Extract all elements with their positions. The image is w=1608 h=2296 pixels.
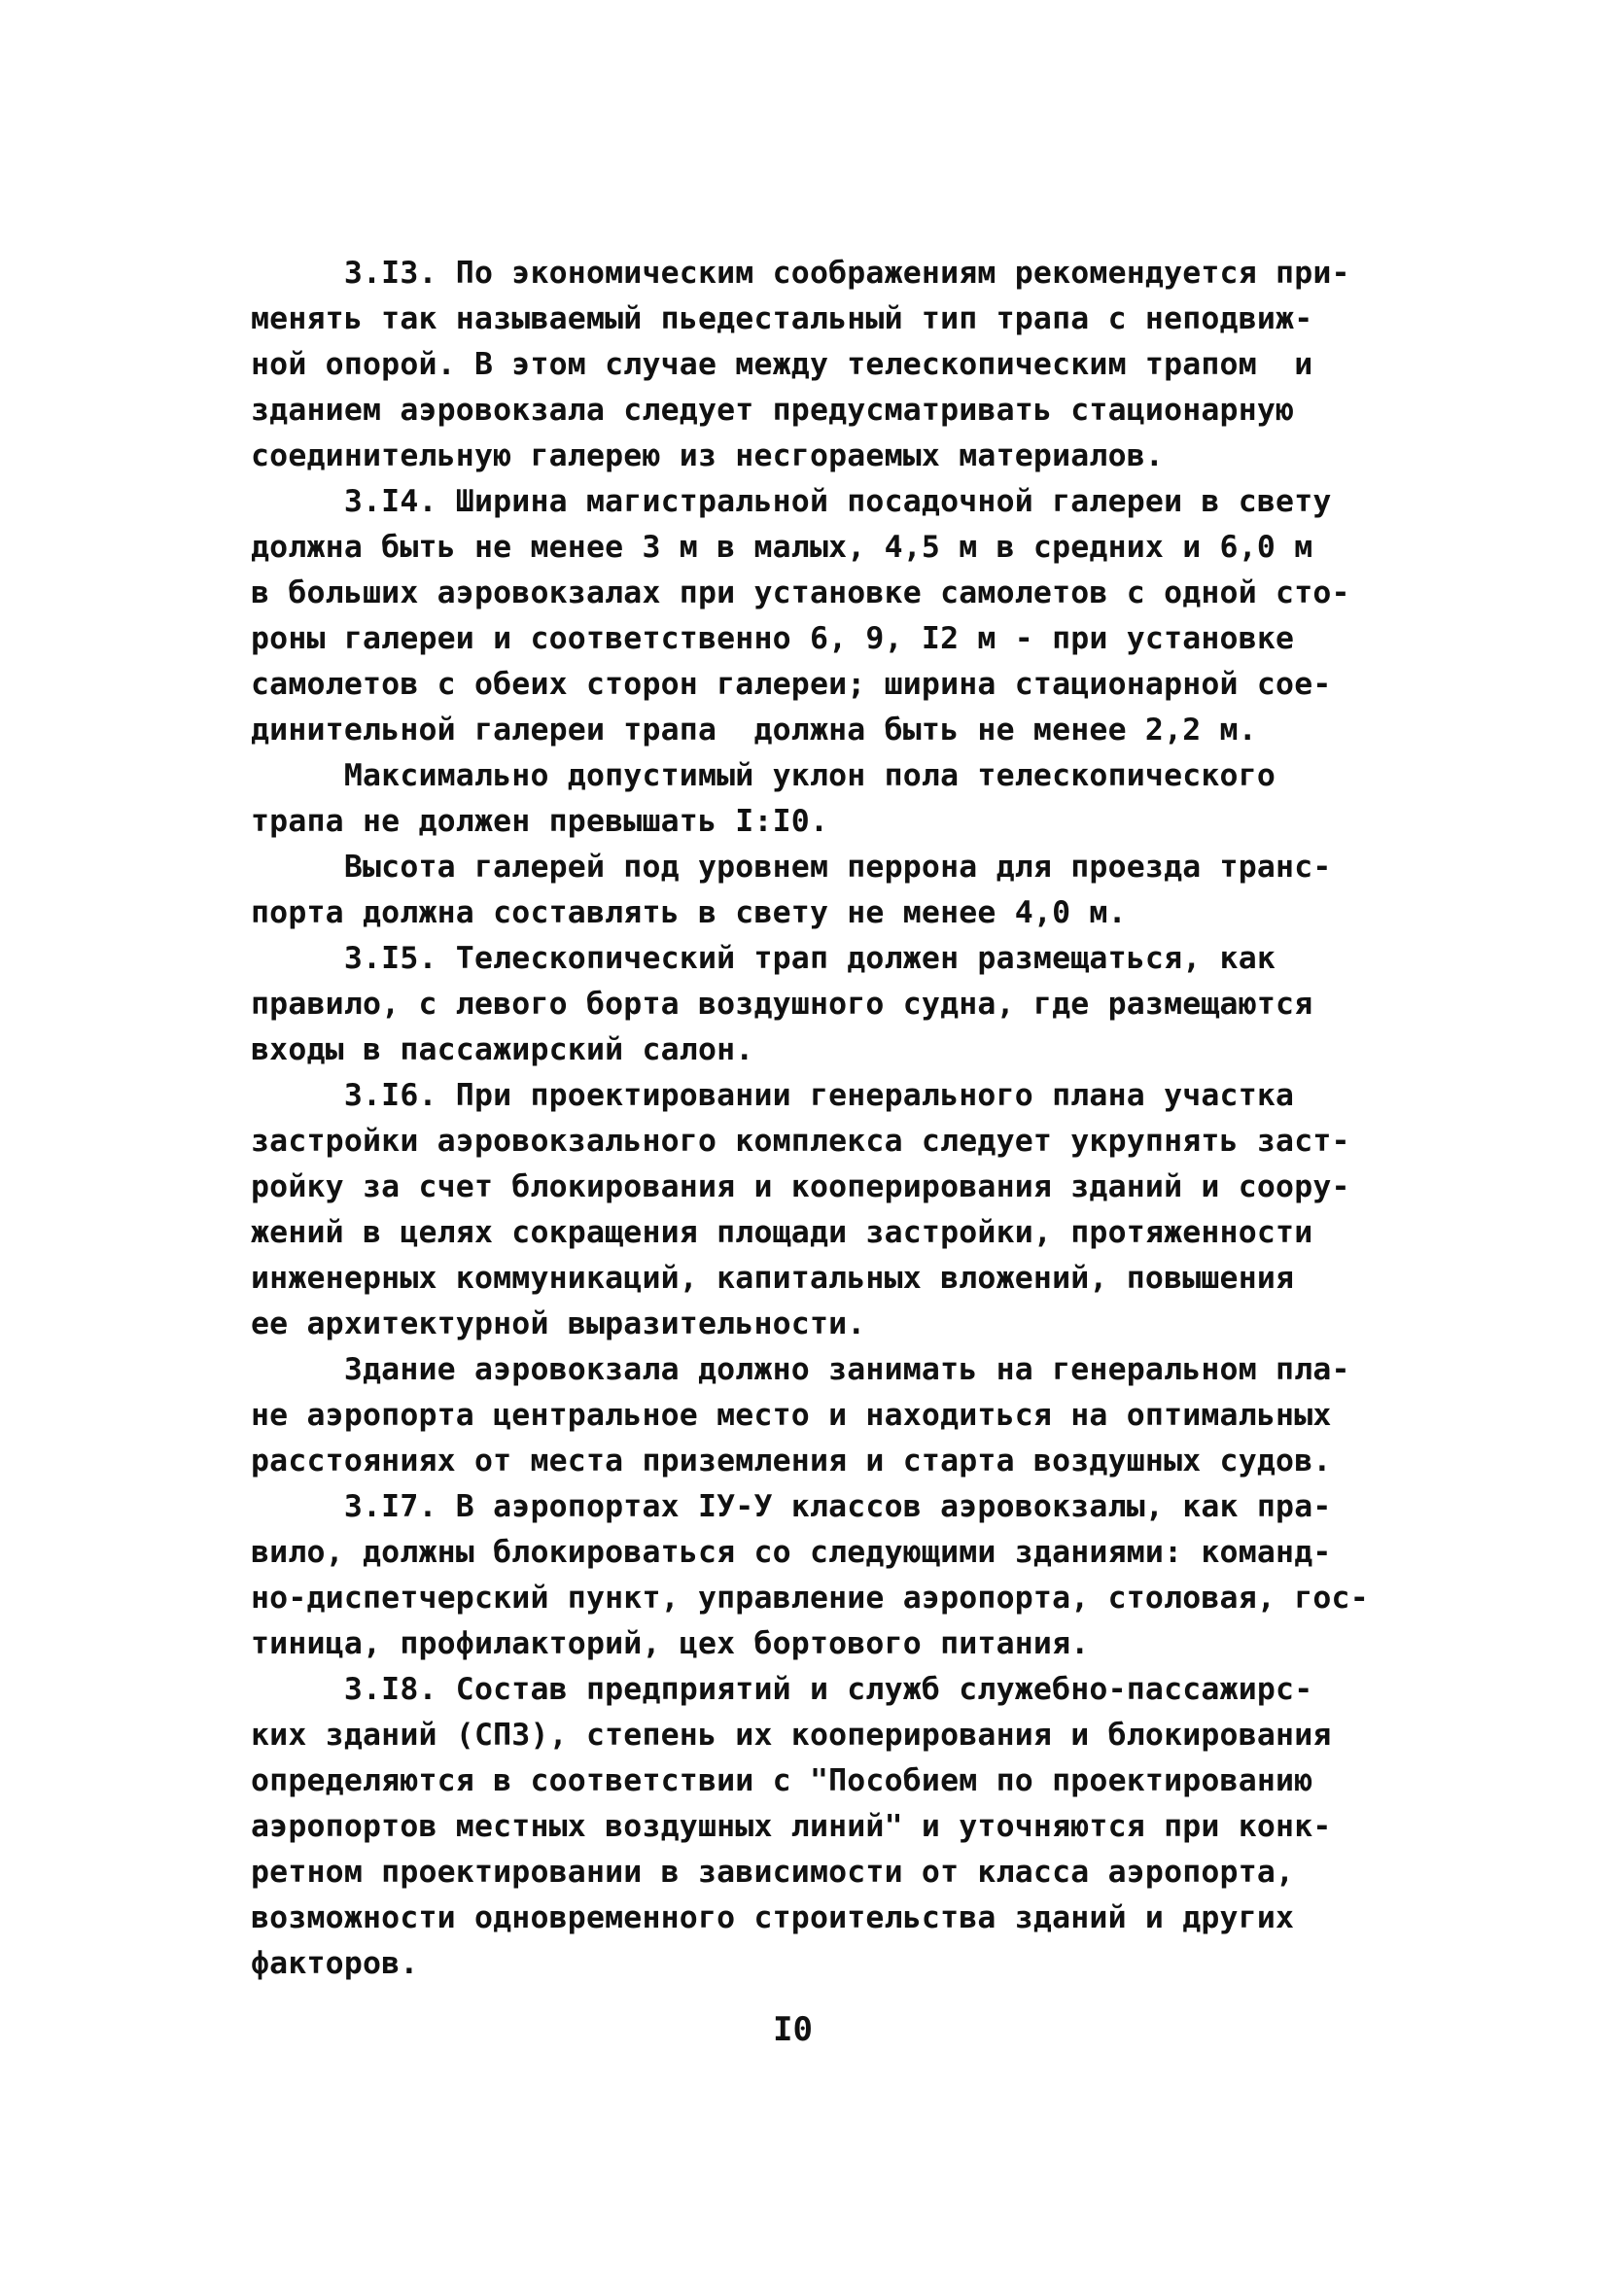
text-line: динительной галереи трапа должна быть не менее 2,2 м. <box>251 713 1257 748</box>
text-line: трапа не должен превышать I:I0. <box>251 804 829 839</box>
text-line: 3.I4. Ширина магистральной посадочной галереи в свету <box>251 484 1332 519</box>
text-line: ее архитектурной выразительности. <box>251 1306 866 1341</box>
text-line: 3.I8. Состав предприятий и служб служебно-пассажирс- <box>251 1672 1313 1707</box>
text-line: Высота галерей под уровнем перрона для проезда транс- <box>251 850 1332 885</box>
text-line: застройки аэровокзального комплекса следует укрупнять заст- <box>251 1124 1350 1159</box>
text-line: правило, с левого борта воздушного судна, где размещаются <box>251 987 1313 1022</box>
paragraph-3-17 <box>251 1484 1379 1667</box>
text-line: 3.I7. В аэропортах IУ-У классов аэровокзалы, как пра- <box>251 1489 1332 1524</box>
paragraph-3-16-location <box>251 1347 1379 1484</box>
text-line: но-диспетчерский пункт, управление аэропорта, столовая, гос- <box>251 1581 1369 1616</box>
text-line: 3.I5. Телескопический трап должен размещаться, как <box>251 941 1276 976</box>
text-line: входы в пассажирский салон. <box>251 1032 754 1067</box>
paragraph-3-14-height <box>251 845 1379 936</box>
paragraph-3-13 <box>251 251 1379 479</box>
text-line: Максимально допустимый уклон пола телескопического <box>251 758 1276 793</box>
text-line: самолетов с обеих сторон галереи; ширина стационарной сое- <box>251 667 1332 702</box>
text-line: 3.I3. По экономическим соображениям рекомендуется при- <box>251 256 1350 291</box>
text-line: должна быть не менее 3 м в малых, 4,5 м в средних и 6,0 м <box>251 530 1313 565</box>
text-line: вило, должны блокироваться со следующими зданиями: команд- <box>251 1535 1332 1570</box>
body-text <box>251 251 1379 1987</box>
text-line: ретном проектировании в зависимости от класса аэропорта, <box>251 1855 1295 1890</box>
text-line: менять так называемый пьедестальный тип трапа с неподвиж- <box>251 301 1313 336</box>
page-number: I0 <box>773 2010 813 2049</box>
text-line: порта должна составлять в свету не менее 4,0 м. <box>251 895 1127 930</box>
text-line: жений в целях сокращения площади застройки, протяженности <box>251 1215 1313 1250</box>
text-line: ких зданий (СПЗ), степень их кооперирования и блокирования <box>251 1718 1332 1753</box>
text-line: ной опорой. В этом случае между телескопическим трапом и <box>251 347 1313 382</box>
paragraph-3-14 <box>251 479 1379 753</box>
text-line: аэропортов местных воздушных линий" и уточняются при конк- <box>251 1809 1332 1844</box>
paragraph-3-15 <box>251 936 1379 1073</box>
text-line: расстояниях от места приземления и старта воздушных судов. <box>251 1444 1332 1478</box>
text-line: инженерных коммуникаций, капитальных вложений, повышения <box>251 1261 1295 1296</box>
text-line: зданием аэровокзала следует предусматривать стационарную <box>251 393 1295 428</box>
paragraph-3-16 <box>251 1073 1379 1347</box>
text-line: тиница, профилакторий, цех бортового питания. <box>251 1626 1090 1661</box>
paragraph-3-18 <box>251 1667 1379 1987</box>
text-line: факторов. <box>251 1946 419 1981</box>
text-line: не аэропорта центральное место и находиться на оптимальных <box>251 1398 1332 1433</box>
text-line: определяются в соответствии с "Пособием по проектированию <box>251 1763 1313 1798</box>
text-line: роны галереи и соответственно 6, 9, I2 м - при установке <box>251 621 1295 656</box>
paragraph-3-14-slope <box>251 753 1379 845</box>
text-line: возможности одновременного строительства зданий и других <box>251 1900 1295 1935</box>
text-line: ройку за счет блокирования и кооперирования зданий и соору- <box>251 1169 1350 1204</box>
text-line: 3.I6. При проектировании генерального плана участка <box>251 1078 1295 1113</box>
text-line: в больших аэровокзалах при установке самолетов с одной сто- <box>251 575 1350 610</box>
text-line: соединительную галерею из несгораемых материалов. <box>251 438 1165 473</box>
text-line: Здание аэровокзала должно занимать на генеральном пла- <box>251 1352 1350 1387</box>
